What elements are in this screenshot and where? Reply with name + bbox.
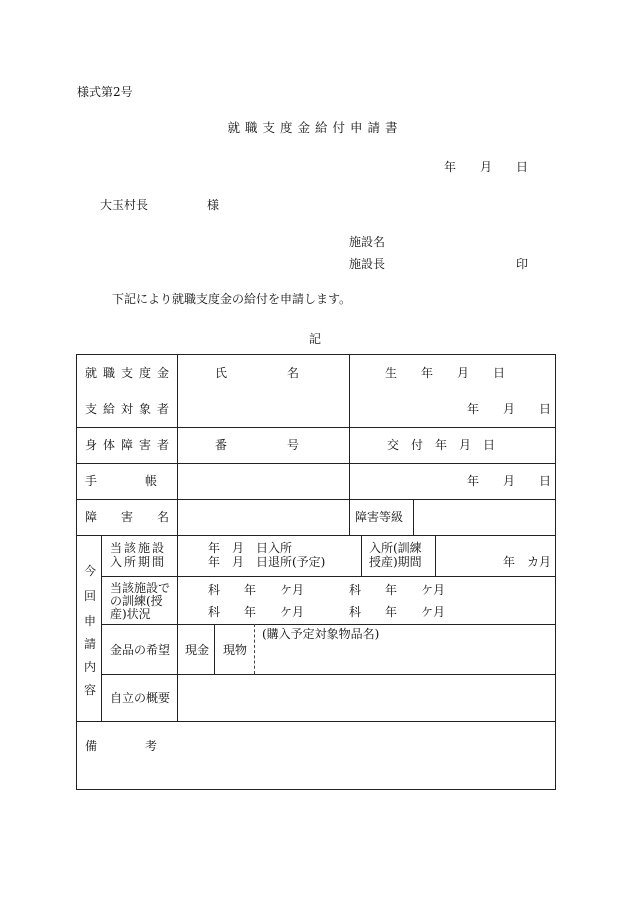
number-label: 番 号 <box>215 438 300 452</box>
status-row-4: 科 年 ケ月 <box>349 605 446 619</box>
discharge-date: 年 月 日退所(予定) <box>208 555 326 569</box>
goods-note: (購入予定対象物品名) <box>262 627 380 641</box>
date-day: 日 <box>516 160 529 174</box>
date-year: 年 <box>444 160 457 174</box>
record-heading: 記 <box>309 332 322 346</box>
status-label-1: 当該施設で <box>110 581 171 595</box>
section-char-5: 内 <box>84 660 97 674</box>
section-char-4: 請 <box>84 637 97 651</box>
status-row-1: 科 年 ケ月 <box>208 583 305 597</box>
wish-label: 金品の希望 <box>110 643 171 657</box>
section-char-1: 今 <box>84 564 97 578</box>
honorific: 様 <box>207 198 220 212</box>
disability-grade-label: 障害等級 <box>355 510 404 524</box>
section-char-6: 容 <box>84 683 97 697</box>
disability-name-label: 障 害 名 <box>85 510 170 524</box>
addressee <box>100 198 220 212</box>
status-label-3: 産)状況 <box>110 607 151 621</box>
status-row-3: 科 年 ケ月 <box>208 605 305 619</box>
support-label-1: 就職支度金 <box>85 366 176 380</box>
period-label-1: 当該施設 <box>110 541 167 555</box>
training-period-label-1: 入所(訓練 <box>369 541 422 555</box>
training-period-value: 年 カ月 <box>503 555 552 569</box>
addressee-name: 大玉村長 <box>100 198 149 212</box>
document-title: 就職支度金給付申請書 <box>227 120 403 135</box>
facility-name-label: 施設名 <box>349 235 386 249</box>
birth-date: 年 月 日 <box>467 402 552 416</box>
handbook-label-1: 身体障害者 <box>85 438 176 452</box>
application-table <box>76 354 556 790</box>
admission-date: 年 月 日入所 <box>208 541 293 555</box>
cash-option: 現金 <box>185 643 210 657</box>
issued-date: 年 月 日 <box>467 474 552 488</box>
independence-label: 自立の概要 <box>110 691 171 705</box>
birth-label: 生 年 月 日 <box>385 366 506 380</box>
seal-mark: 印 <box>516 257 529 271</box>
section-char-2: 回 <box>84 589 97 603</box>
support-label-2: 支給対象者 <box>85 402 176 416</box>
status-label-2: の訓練(授 <box>110 594 163 608</box>
facility-head-label: 施設長 <box>349 257 386 271</box>
handbook-label-2: 手 帳 <box>85 474 158 488</box>
status-row-2: 科 年 ケ月 <box>349 583 446 597</box>
remarks-label: 備 考 <box>85 739 158 753</box>
training-period-label-2: 授産)期間 <box>369 555 422 569</box>
date-month: 月 <box>480 160 493 174</box>
issued-label: 交 付 年 月 日 <box>387 438 496 452</box>
period-label-2: 入所期間 <box>110 555 167 569</box>
goods-option: 現物 <box>223 643 248 657</box>
intro-text: 下記により就職支度金の給付を申請します。 <box>112 292 352 306</box>
section-char-3: 申 <box>84 614 97 628</box>
form-number: 様式第2号 <box>77 85 133 99</box>
name-label: 氏 名 <box>215 366 300 380</box>
